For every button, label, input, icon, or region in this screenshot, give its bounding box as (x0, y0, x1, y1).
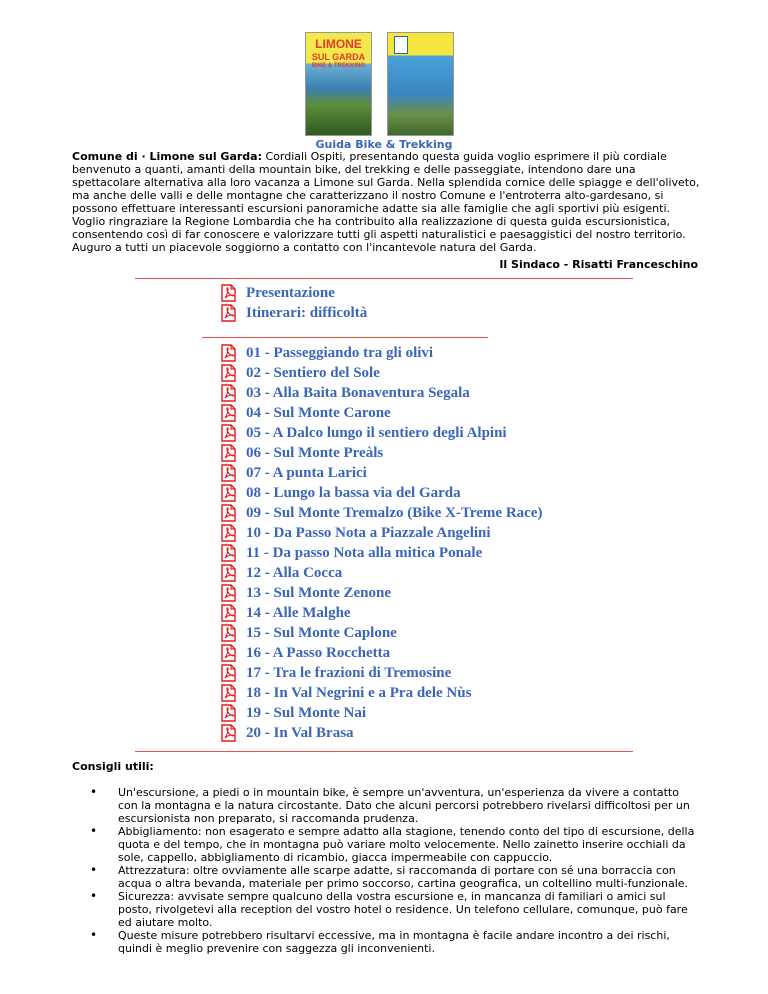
itinerary-item (220, 363, 542, 383)
cover-title-line1: LIMONE (315, 37, 362, 51)
itinerary-link[interactable]: 04 - Sul Monte Carone (246, 404, 391, 421)
itinerary-link[interactable]: 02 - Sentiero del Sole (246, 364, 380, 381)
pdf-icon[interactable] (220, 664, 237, 682)
pdf-icon[interactable] (220, 724, 237, 742)
itinerary-link[interactable]: 11 - Da passo Nota alla mitica Ponale (246, 544, 483, 561)
itinerary-link[interactable]: 15 - Sul Monte Caplone (246, 624, 397, 641)
pdf-icon[interactable] (220, 364, 237, 382)
intro-link[interactable]: Presentazione (246, 284, 335, 301)
pdf-icon[interactable] (220, 544, 237, 562)
divider (135, 751, 633, 752)
cover-title-line3: BIKE & TREKKING (311, 63, 366, 69)
pdf-icon[interactable] (220, 444, 237, 462)
cover-image-bike-trekking[interactable] (305, 32, 372, 136)
itinerary-link[interactable]: 13 - Sul Monte Zenone (246, 584, 392, 601)
divider (202, 337, 488, 338)
itinerary-item (220, 383, 542, 403)
itinerary-item (220, 403, 542, 423)
divider (135, 278, 633, 279)
pdf-icon[interactable] (220, 564, 237, 582)
intro-link[interactable]: Itinerari: difficoltà (246, 304, 368, 321)
pdf-icon[interactable] (220, 684, 237, 702)
intro-label: Comune di · Limone sul Garda: (72, 150, 262, 163)
intro-paragraph-1-text: Cordiali Ospiti, presentando questa guida voglio esprimere il più cordiale benvenuto a quanti, amanti della mountain bike, del trekking e delle passeggiate, intendono dare una spettacolare alternativa alla loro vacanza a Limone sul Garda. Nella splendida cornice delle spiagge e dell'oliveto, ma anche delle valli e delle montagne che caratterizzano il nostro Comune e l'entroterra alto-gardesano, si possono effettuare interessanti escursioni panoramiche adatte sia alle famiglie che agli sportivi più esigenti. (72, 150, 700, 215)
itinerary-item (220, 583, 542, 603)
consigli-item: • Un'escursione, a piedi o in mountain bike, è sempre un'avventura, un'esperienza da vivere a contatto con la montagna e la natura circostante. Dato che alcuni percorsi potrebbero rivelarsi difficoltosi per un escursionista non preparato, si raccomanda prudenza. (90, 786, 700, 825)
itinerary-item (220, 483, 542, 503)
itinerary-links (220, 343, 542, 743)
intro-links (220, 283, 367, 323)
itinerary-item (220, 463, 542, 483)
cover-image-map[interactable] (387, 32, 454, 136)
itinerary-link[interactable]: 14 - Alle Malghe (246, 604, 351, 621)
pdf-icon[interactable] (220, 704, 237, 722)
itinerary-item (220, 643, 542, 663)
itinerary-link[interactable]: 01 - Passeggiando tra gli olivi (246, 344, 434, 361)
pdf-icon[interactable] (220, 304, 237, 322)
itinerary-link[interactable]: 10 - Da Passo Nota a Piazzale Angelini (246, 524, 491, 541)
itinerary-link[interactable]: 17 - Tra le frazioni di Tremosine (246, 664, 452, 681)
guide-covers (305, 32, 455, 138)
pdf-icon[interactable] (220, 464, 237, 482)
itinerary-item (220, 623, 542, 643)
consigli-item: • Abbigliamento: non esagerato e sempre adatto alla stagione, tenendo conto del tipo di escursione, della quota e del tempo, che in montagna può variare molto velocemente. Nello zainetto inserire occhiali da sole, cappello, abbigliamento di ricambio, giacca impermeabile con cappuccio. (90, 825, 700, 864)
itinerary-item (220, 703, 542, 723)
pdf-icon[interactable] (220, 644, 237, 662)
itinerary-link[interactable]: 06 - Sul Monte Preàls (246, 444, 384, 461)
itinerary-link[interactable]: 07 - A punta Larici (246, 464, 367, 481)
pdf-icon[interactable] (220, 484, 237, 502)
intro-paragraph-3: Auguro a tutti un piacevole soggiorno a contatto con l'incantevole natura del Garda. (72, 241, 537, 254)
itinerary-item (220, 603, 542, 623)
intro-text (72, 150, 702, 254)
pdf-icon[interactable] (220, 344, 237, 362)
consigli-item: • Attrezzatura: oltre ovviamente alle scarpe adatte, si raccomanda di portare con sé una borraccia con acqua o altra bevanda, materiale per primo soccorso, cartina geografica, un coltellino multi-funzionale. (90, 864, 700, 890)
itinerary-item (220, 563, 542, 583)
intro-paragraph-1 (72, 150, 702, 215)
itinerary-link[interactable]: 03 - Alla Baita Bonaventura Segala (246, 384, 470, 401)
itinerary-item (220, 663, 542, 683)
itinerary-item (220, 443, 542, 463)
pdf-icon[interactable] (220, 284, 237, 302)
itinerary-link[interactable]: 08 - Lungo la bassa via del Garda (246, 484, 461, 501)
consigli-item: • Queste misure potrebbero risultarvi eccessive, ma in montagna è facile andare incontro a dei rischi, quindi è meglio prevenire con saggezza gli inconvenienti. (90, 929, 700, 955)
intro-item (220, 283, 367, 303)
intro-paragraph-2: Voglio ringraziare la Regione Lombardia che ha contribuito alla realizzazione di questa guida escursionistica, consentendo così di far conoscere e valorizzare tutti gli aspetti naturalistici e paesaggistici del nostro territorio. (72, 215, 686, 241)
consigli-list (90, 786, 700, 955)
itinerary-item (220, 723, 542, 743)
itinerary-item (220, 683, 542, 703)
page-title: Guida Bike & Trekking (315, 138, 453, 151)
consigli-heading: Consigli utili: (72, 760, 154, 773)
itinerary-link[interactable]: 09 - Sul Monte Tremalzo (Bike X-Treme Race) (246, 504, 543, 521)
itinerary-link[interactable]: 19 - Sul Monte Nai (246, 704, 366, 721)
cover-title-line2: SUL GARDA (311, 52, 366, 62)
itinerary-item (220, 523, 542, 543)
pdf-icon[interactable] (220, 584, 237, 602)
itinerary-link[interactable]: 20 - In Val Brasa (246, 724, 354, 741)
itinerary-item (220, 503, 542, 523)
itinerary-link[interactable]: 12 - Alla Cocca (246, 564, 343, 581)
itinerary-item (220, 343, 542, 363)
pdf-icon[interactable] (220, 424, 237, 442)
intro-item (220, 303, 367, 323)
pdf-icon[interactable] (220, 504, 237, 522)
itinerary-link[interactable]: 05 - A Dalco lungo il sentiero degli Alpini (246, 424, 507, 441)
cover-badge (394, 36, 408, 54)
pdf-icon[interactable] (220, 404, 237, 422)
itinerary-link[interactable]: 16 - A Passo Rocchetta (246, 644, 391, 661)
pdf-icon[interactable] (220, 604, 237, 622)
pdf-icon[interactable] (220, 624, 237, 642)
itinerary-link[interactable]: 18 - In Val Negrini e a Pra dele Nùs (246, 684, 472, 701)
consigli-item: • Sicurezza: avvisate sempre qualcuno della vostra escursione e, in mancanza di familiari o amici sul posto, rivolgetevi alla reception del vostro hotel o residence. Un telefono cellulare, comunque, può fare ed aiutare molto. (90, 890, 700, 929)
itinerary-item (220, 423, 542, 443)
pdf-icon[interactable] (220, 384, 237, 402)
signature: Il Sindaco - Risatti Franceschino (499, 258, 698, 271)
pdf-icon[interactable] (220, 524, 237, 542)
itinerary-item (220, 543, 542, 563)
